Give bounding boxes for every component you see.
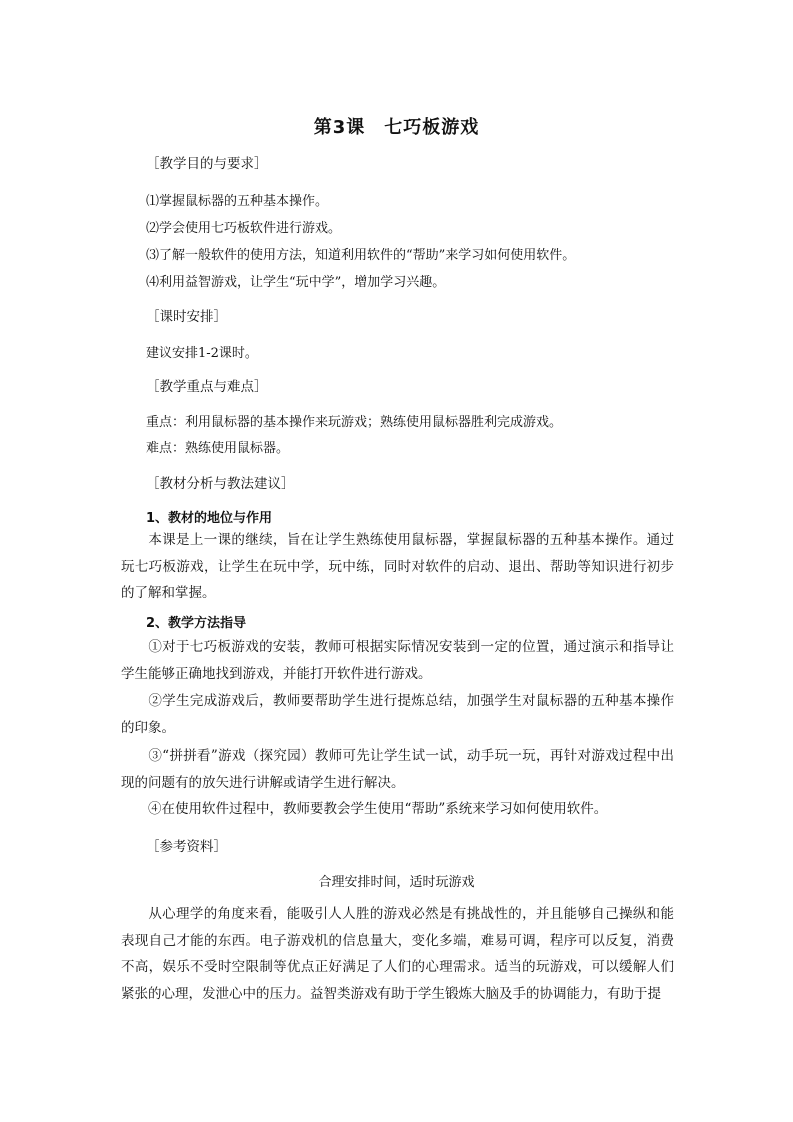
key-heading: ［教学重点与难点］ <box>146 379 268 395</box>
paragraph-text: ②学生完成游戏后，教师要帮助学生进行提炼总结，加强学生对鼠标器的五种基本操作的印象。 <box>121 693 674 736</box>
goal-item: ⑵学会使用七巧板软件进行游戏。 <box>146 221 342 236</box>
page-title: 第3课 七巧板游戏 <box>313 117 480 138</box>
difficulty-text: 难点：熟练使用鼠标器。 <box>146 441 290 456</box>
paragraph-text: 从心理学的角度来看，能吸引人人胜的游戏必然是有挑战性的，并且能够自己操纵和能表现自己才能的东西。电子游戏机的信息量大，变化多端，难易可调，程序可以反复，消费不高，娱乐不受时空限制等优点正好满足了人们的心理需求。适当的玩游戏，可以缓解人们紧张的心理，发泄心中的压力。益智类游戏有助于学生锻炼大脑及手的协调能力，有助于提 <box>121 906 674 1002</box>
paragraph <box>121 634 674 687</box>
paragraph <box>121 743 674 796</box>
paragraph <box>121 688 674 741</box>
goal-item: ⑶了解一般软件的使用方法，知道利用软件的“帮助”来学习如何使用软件。 <box>146 248 576 263</box>
goal-item: ⑷利用益智游戏，让学生“玩中学”，增加学习兴趣。 <box>146 275 446 290</box>
analysis-heading: ［教材分析与教法建议］ <box>146 476 295 492</box>
paragraph-text: ③“拼拼看”游戏（探究园）教师可先让学生试一试，动手玩一玩，再针对游戏过程中出现的问题有的放矢进行讲解或请学生进行解决。 <box>121 748 674 791</box>
paragraph-text: 本课是上一课的继续，旨在让学生熟练使用鼠标器，掌握鼠标器的五种基本操作。通过玩七巧板游戏，让学生在玩中学，玩中练，同时对软件的启动、退出、帮助等知识进行初步的了解和掌握。 <box>121 532 674 601</box>
key-points-text: 重点：利用鼠标器的基本操作来玩游戏；熟练使用鼠标器胜利完成游戏。 <box>146 415 563 430</box>
paragraph-text: ④在使用软件过程中，教师要教会学生使用“帮助”系统来学习如何使用软件。 <box>148 801 608 817</box>
schedule-text: 建议安排1-2课时。 <box>146 346 258 361</box>
paragraph <box>121 796 674 823</box>
reference-heading: ［参考资料］ <box>146 839 227 855</box>
paragraph <box>121 527 674 607</box>
paragraph-text: ①对于七巧板游戏的安装，教师可根据实际情况安装到一定的位置，通过演示和指导让学生能够正确地找到游戏，并能打开软件进行游戏。 <box>121 639 674 682</box>
goal-item: ⑴掌握鼠标器的五种基本操作。 <box>146 194 329 209</box>
goals-heading: ［教学目的与要求］ <box>146 156 268 172</box>
reference-title: 合理安排时间，适时玩游戏 <box>318 875 475 890</box>
subheading-role: 1、教材的地位与作用 <box>146 511 273 526</box>
schedule-heading: ［课时安排］ <box>146 309 227 325</box>
paragraph <box>121 901 674 1007</box>
subheading-method: 2、教学方法指导 <box>146 616 247 631</box>
